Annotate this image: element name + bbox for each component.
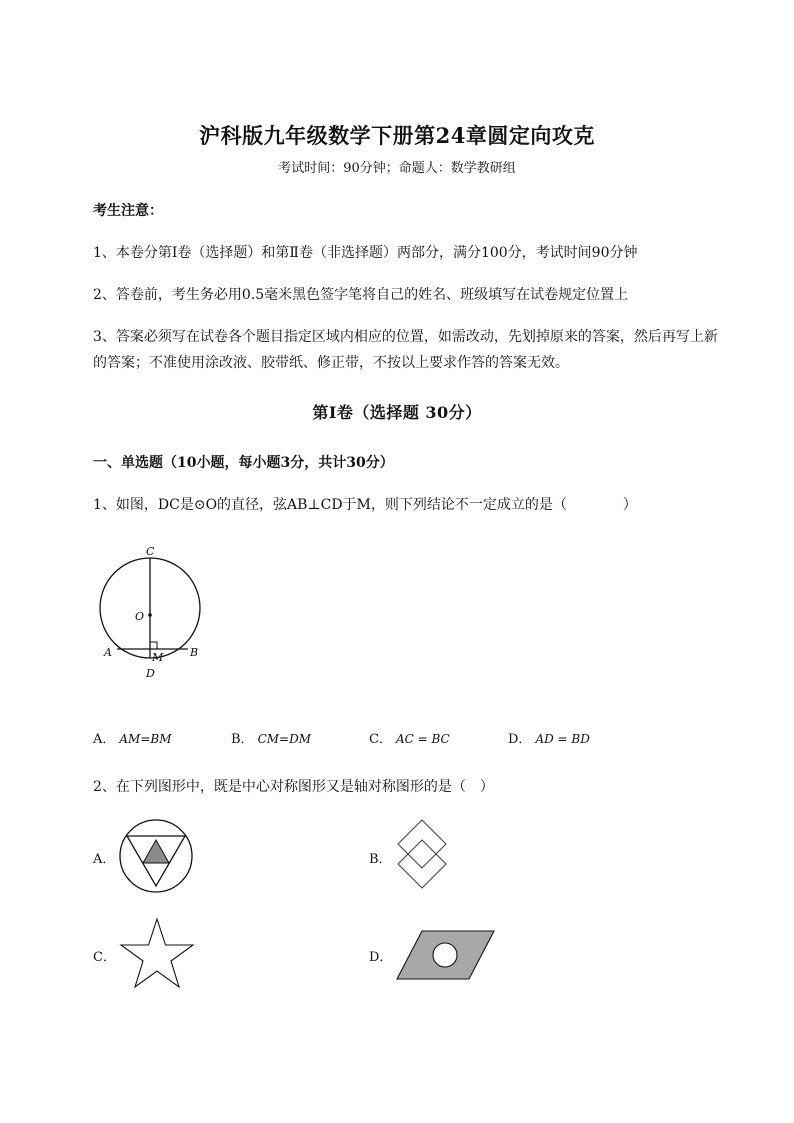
shaded-triangle [143,840,169,863]
label-c: C [146,545,155,558]
notice-item-2: 2、答卷前，考生务必用0.5毫米黑色签字笔将自己的姓名、班级填写在试卷规定位置上 [93,287,629,303]
q2-option-d-letter[interactable]: D． [369,950,393,965]
right-angle-mark [150,642,157,649]
notice-item-3-cont: 的答案；不准使用涂改液、胶带纸、修正带，不按以上要求作答的答案无效。 [93,355,569,371]
q1-option-c[interactable] [369,728,450,747]
label-a: A [104,646,112,659]
label-b: B [190,646,199,659]
q2-option-c-letter[interactable]: C． [93,950,116,965]
q1-option-a[interactable] [93,728,172,747]
option-letter: D． [508,732,532,747]
option-letter: B． [231,732,254,747]
double-diamond-figure [394,818,450,893]
q1-option-b[interactable] [231,728,311,747]
option-expr: AM=BM [119,732,172,746]
circle-triangle-figure [118,816,198,896]
exam-info: 考试时间：90分钟；命题人：数学教研组 [278,161,516,176]
parallelogram-figure [394,927,500,983]
part-heading: 一、单选题（10小题，每小题3分，共计30分） [93,455,394,471]
label-o: O [135,610,145,623]
option-letter: C． [369,732,392,747]
circle-hole [433,943,457,967]
q2-option-b-letter[interactable]: B． [369,852,392,867]
star-figure [118,917,198,989]
label-m: M [152,651,164,664]
section-title: 第I卷（选择题 30分） [312,403,482,422]
notice-item-3: 3、答案必须写在试卷各个题目指定区域内相应的位置，如需改动，先划掉原来的答案，然后再写上新 [93,329,718,345]
notice-item-1: 1、本卷分第I卷（选择题）和第Ⅱ卷（非选择题）两部分，满分100分，考试时间90分钟 [93,245,638,261]
page-title: 沪科版九年级数学下册第24章圆定向攻克 [199,123,595,148]
option-expr: CM=DM [257,732,311,746]
option-expr: AD = BD [535,732,590,746]
notice-heading: 考生注意： [93,203,163,219]
q2-option-a-letter[interactable]: A． [93,852,116,867]
q1-option-d[interactable] [508,728,590,747]
question-2-text: 2、在下列图形中，既是中心对称图形又是轴对称图形的是（ ） [93,779,494,795]
center-point [148,613,152,617]
circle-diagram [90,540,220,685]
option-expr: AC = BC [395,732,450,746]
question-1-text: 1、如图，DC是⊙O的直径，弦AB⊥CD于M，则下列结论不一定成立的是（ ） [93,497,637,513]
option-letter: A． [93,732,116,747]
label-d: D [146,667,155,680]
